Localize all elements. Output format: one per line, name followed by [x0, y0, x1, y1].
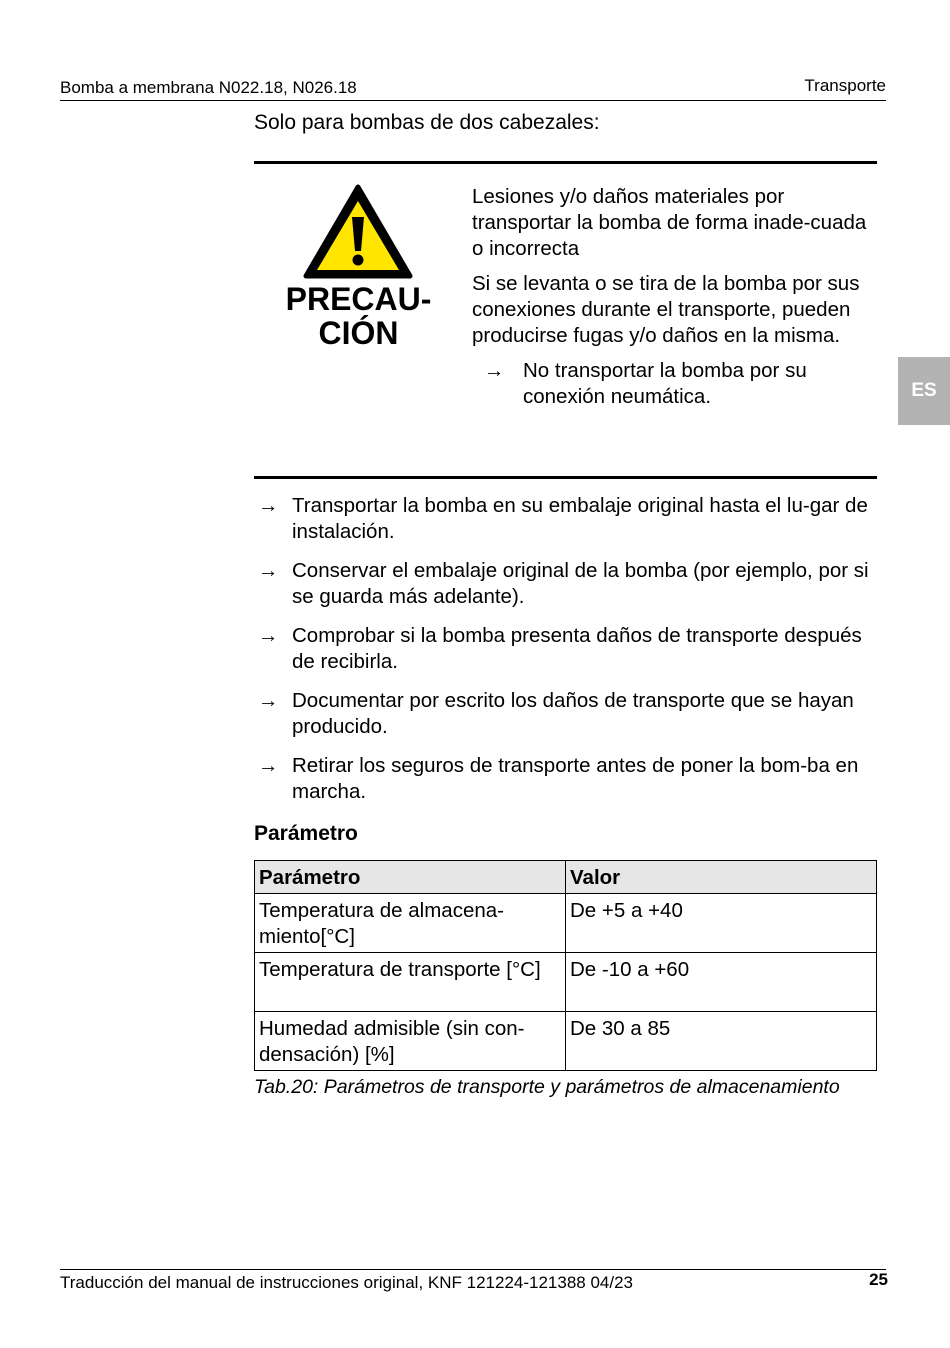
arrow-right-icon: → [258, 624, 279, 647]
warning-label-line1: PRECAU- [285, 281, 432, 317]
instruction-text: Transportar la bomba en su embalaje original hasta el lu-gar de instalación. [292, 494, 868, 543]
footer-text: Traducción del manual de instrucciones original, KNF 121224-121388 04/23 [60, 1273, 634, 1292]
instruction-item [256, 558, 876, 610]
footer-divider [60, 1269, 886, 1270]
instruction-item [256, 753, 876, 805]
instruction-item [256, 623, 876, 675]
table-row [255, 953, 877, 1012]
arrow-right-icon: → [484, 359, 505, 382]
table-cell: Temperatura de almacena-miento[°C] [255, 894, 566, 953]
warning-body: Si se levanta o se tira de la bomba por sus conexiones durante el transporte, pueden producirse fugas y/o daños en la misma. [472, 272, 860, 347]
parameters-table [254, 860, 877, 1071]
column-header: Valor [566, 861, 877, 894]
warning-bottom-rule [254, 476, 877, 479]
instruction-text: Comprobar si la bomba presenta daños de transporte después de recibirla. [292, 624, 862, 673]
header-divider [60, 100, 886, 101]
table-caption: Tab.20: Parámetros de transporte y parámetros de almacenamiento [254, 1076, 840, 1098]
arrow-right-icon: → [258, 559, 279, 582]
instruction-item [256, 493, 876, 545]
arrow-right-icon: → [258, 754, 279, 777]
warning-label [276, 282, 441, 350]
header-title: Bomba a membrana N022.18, N026.18 [60, 78, 357, 97]
table-cell: Temperatura de transporte [°C] [255, 953, 566, 1012]
language-tab: ES [898, 357, 950, 425]
arrow-right-icon: → [258, 689, 279, 712]
warning-triangle-icon [302, 183, 414, 281]
warning-step [472, 358, 872, 410]
parameters-heading: Parámetro [254, 822, 358, 845]
warning-title: Lesiones y/o daños materiales por transportar la bomba de forma inade-cuada o incorrecta [472, 185, 867, 260]
page-number: 25 [869, 1270, 888, 1289]
column-header: Parámetro [255, 861, 566, 894]
warning-step-text: No transportar la bomba por su conexión neumática. [523, 359, 807, 408]
table-row [255, 894, 877, 953]
table-cell: De +5 a +40 [566, 894, 877, 953]
instruction-item [256, 688, 876, 740]
warning-top-rule [254, 161, 877, 164]
intro-text: Solo para bombas de dos cabezales: [254, 111, 600, 134]
arrow-right-icon: → [258, 494, 279, 517]
table-cell: De 30 a 85 [566, 1012, 877, 1071]
warning-text [472, 184, 872, 410]
table-row [255, 1012, 877, 1071]
instruction-text: Documentar por escrito los daños de transporte que se hayan producido. [292, 689, 854, 738]
instruction-text: Conservar el embalaje original de la bomba (por ejemplo, por si se guarda más adelante). [292, 559, 869, 608]
warning-label-line2: CIÓN [318, 315, 399, 351]
header-section: Transporte [804, 76, 886, 95]
table-cell: Humedad admisible (sin con-densación) [%] [255, 1012, 566, 1071]
table-header-row [255, 861, 877, 894]
instruction-text: Retirar los seguros de transporte antes de poner la bom-ba en marcha. [292, 754, 859, 803]
instruction-list [256, 493, 876, 818]
table-cell: De -10 a +60 [566, 953, 877, 1012]
